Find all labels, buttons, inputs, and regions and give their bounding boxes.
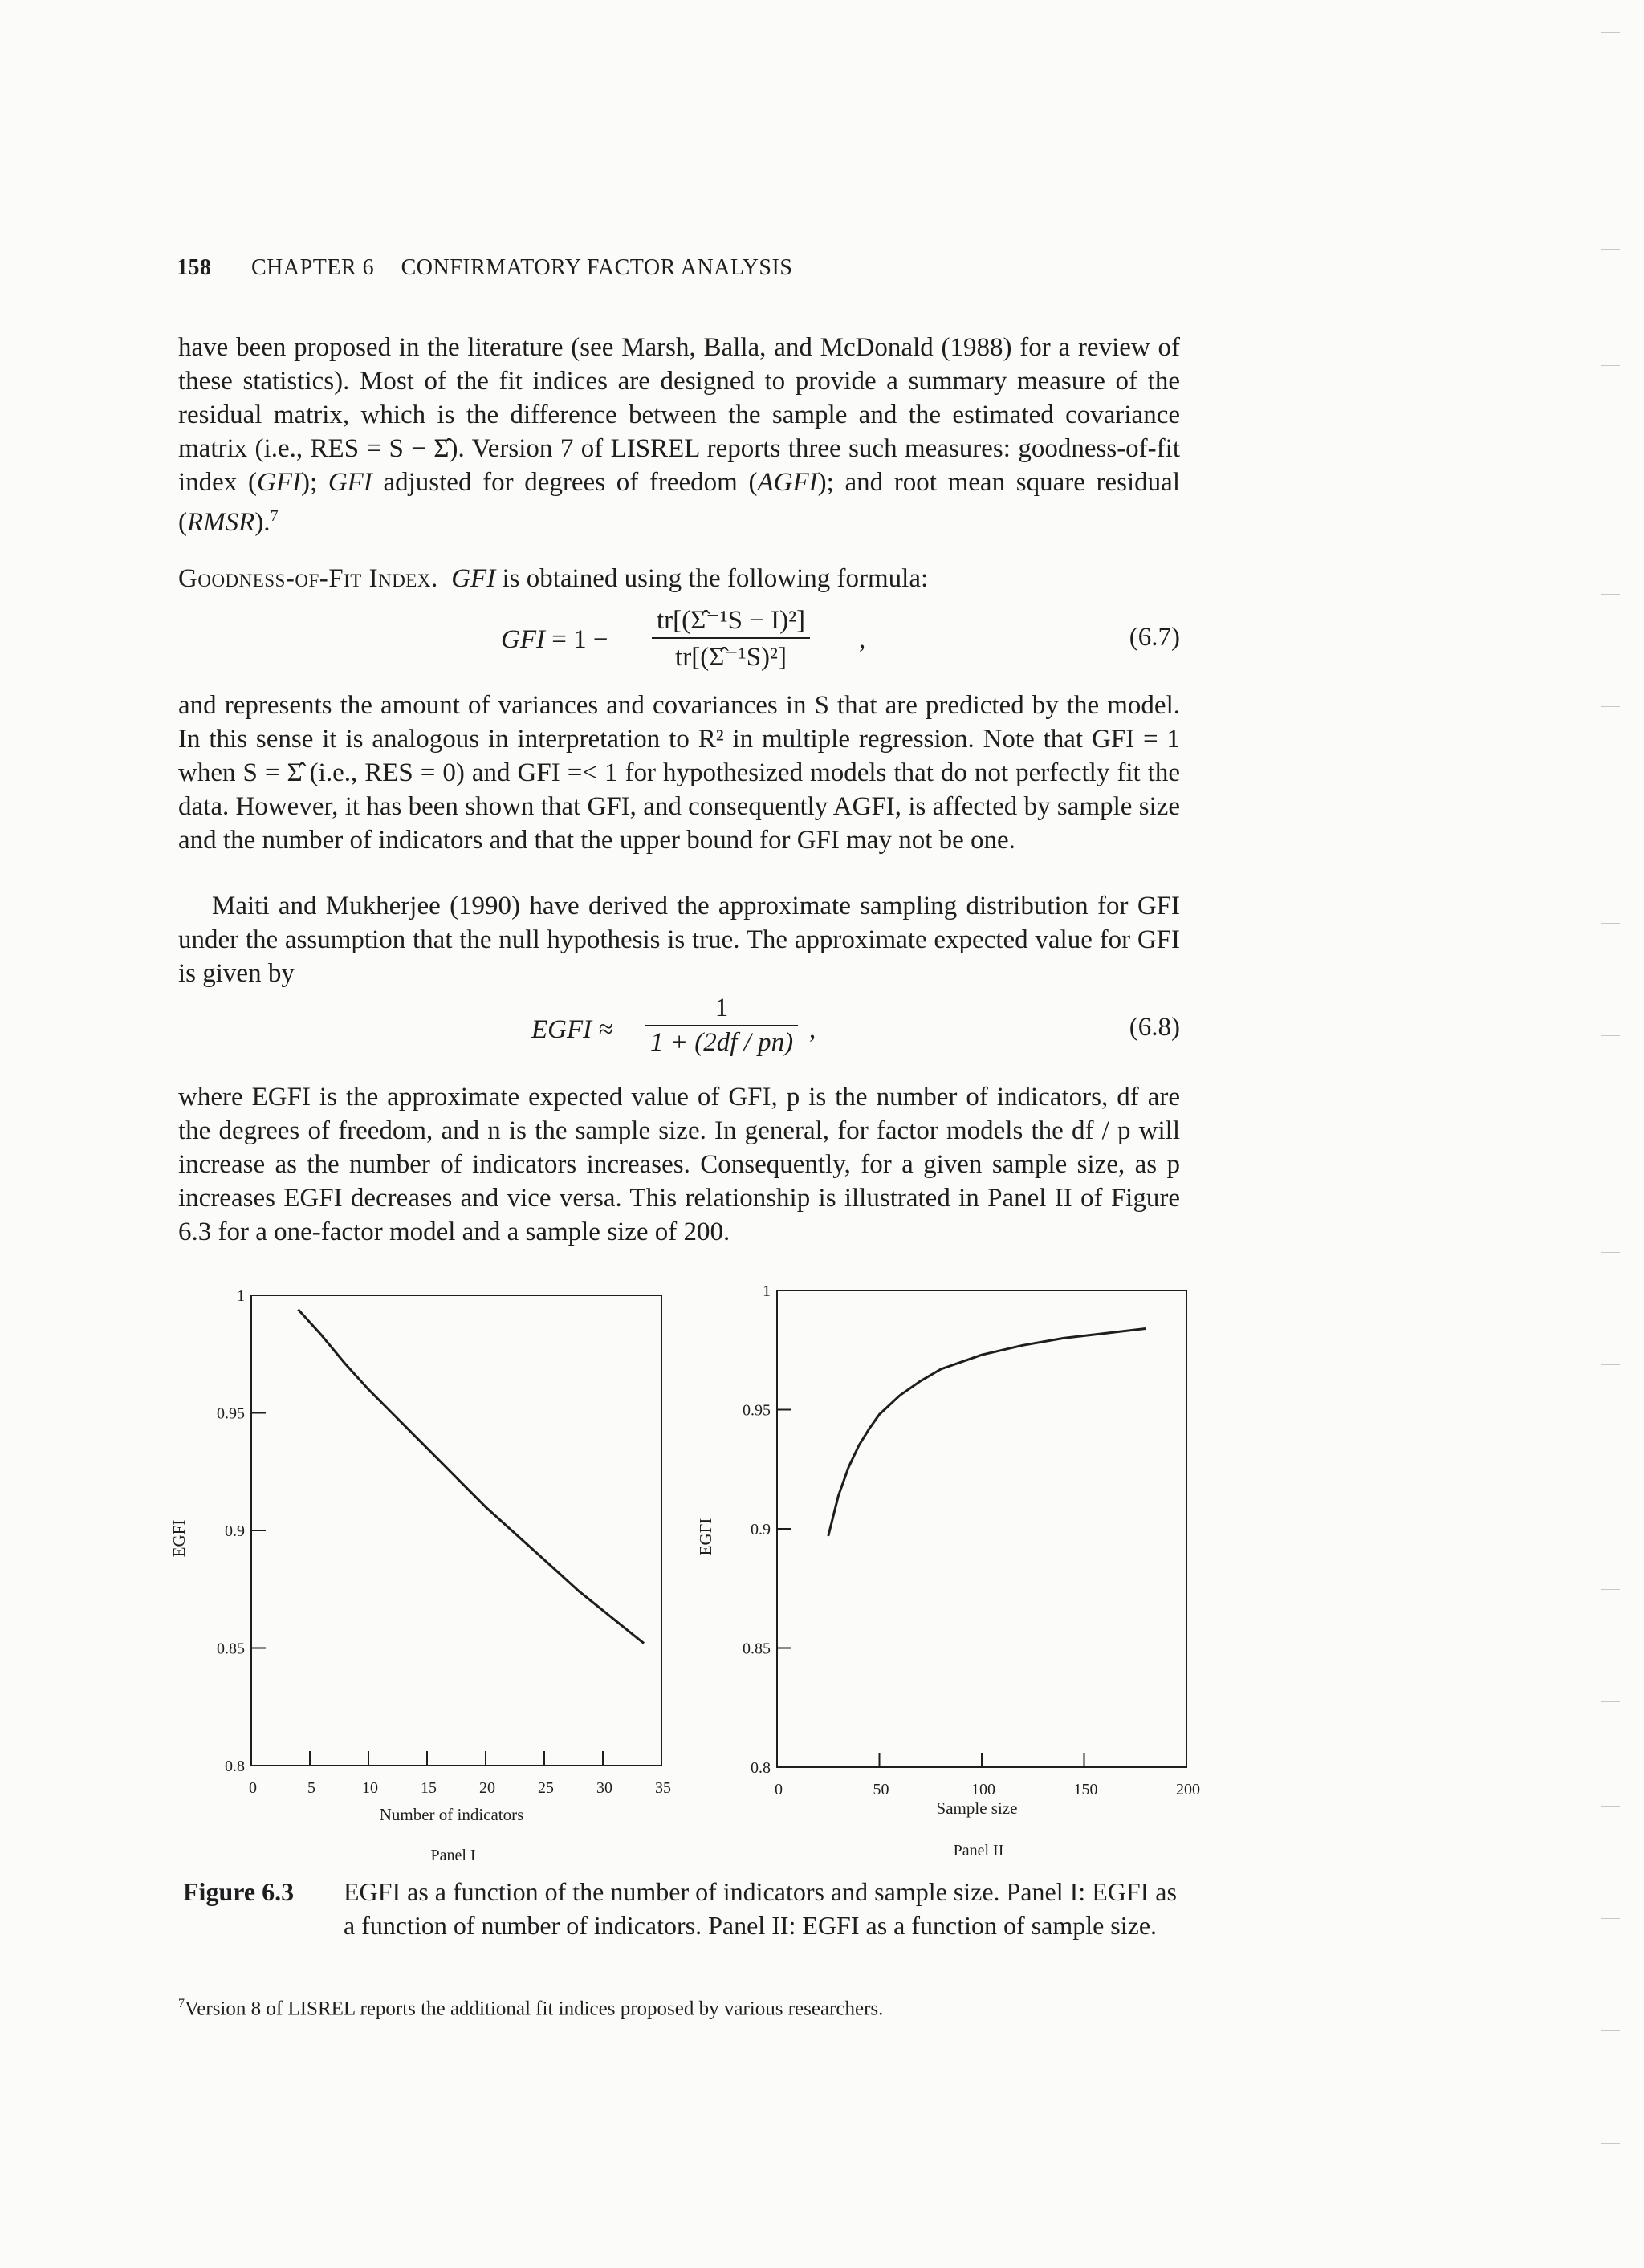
x-tick-label: 150	[1073, 1781, 1098, 1799]
y-tick-label: 1	[237, 1287, 245, 1305]
margin-mark	[1601, 1035, 1620, 1036]
sep: adjusted for degrees of freedom (	[372, 468, 758, 497]
paragraph-4-text: Maiti and Mukherjee (1990) have derived the approximate sampling distribution for GFI under the assumption that the null hypothesis is true. The approximate expected value for GFI is given by	[178, 892, 1180, 988]
y-tick-label: 0.9	[225, 1522, 245, 1540]
margin-mark	[1601, 1252, 1620, 1253]
panel-1-chart	[169, 1287, 671, 1864]
margin-mark	[1601, 706, 1620, 707]
plot-frame	[777, 1290, 1186, 1767]
run-in-heading: Goodness-of-Fit Index.	[178, 564, 438, 593]
margin-mark	[1601, 923, 1620, 924]
sep: );	[300, 468, 328, 497]
margin-mark	[1601, 1918, 1620, 1919]
plot-frame	[251, 1295, 661, 1766]
y-tick-label: 0.85	[743, 1640, 771, 1658]
gfi-term: GFI	[256, 468, 301, 497]
x-tick-label: 30	[596, 1779, 612, 1797]
figure-caption-text: EGFI as a function of the number of indicators and sample size. Panel I: EGFI as a function of number of indicators. Panel II: EGFI as a function of sample size.	[344, 1877, 1177, 1940]
rmsr-term: RMSR	[187, 508, 255, 537]
margin-mark	[1601, 2030, 1620, 2031]
x-tick-label: 10	[362, 1779, 378, 1797]
panel-label: Panel I	[430, 1847, 476, 1864]
footnote	[178, 1997, 883, 2020]
x-tick-label: 35	[655, 1779, 671, 1797]
margin-mark	[1601, 365, 1620, 366]
eq2-numerator: 1	[714, 994, 729, 1022]
y-tick-label: 0.8	[751, 1759, 771, 1777]
y-tick-label: 0.85	[217, 1640, 245, 1658]
gfi-term-3: GFI	[451, 564, 496, 593]
x-tick-label: 20	[479, 1779, 495, 1797]
eq2-comma: ,	[809, 1015, 816, 1044]
eq1-lhs: GFI	[501, 625, 545, 654]
footnote-text: Version 8 of LISREL reports the additional fit indices proposed by various researchers.	[185, 1998, 884, 2020]
eq2-number: (6.8)	[1129, 1013, 1180, 1042]
page-number: 158	[177, 255, 212, 280]
eq2-denominator: 1 + (2df / pn)	[650, 1028, 794, 1057]
paragraph-1-text: have been proposed in the literature (see Marsh, Balla, and McDonald (1988) for a review of these statistics). Most of the fit indices are designed to provide a summary measure of the residual matrix, which is the difference between the sample and the estimated covariance matrix (i.e., RES = S − Σ̂). Version 7 of LISREL reports three such measures: goodness-of-fit index (	[178, 333, 1180, 497]
margin-mark	[1601, 32, 1620, 33]
margin-mark	[1601, 2143, 1620, 2144]
x-tick-label: 15	[421, 1779, 437, 1797]
eq1-numerator: tr[(Σ̂⁻¹S − I)²]	[657, 606, 805, 635]
paragraph-2-text: is obtained using the following formula:	[495, 564, 929, 593]
margin-mark	[1601, 249, 1620, 250]
y-tick-label: 1	[763, 1282, 771, 1300]
eq2-lhs-text: EGFI ≈	[531, 1015, 613, 1044]
y-tick-label: 0.95	[217, 1404, 245, 1423]
y-tick-label: 0.95	[743, 1401, 771, 1420]
eq1-number: (6.7)	[1129, 623, 1180, 652]
egfi-series-line	[828, 1329, 1146, 1536]
margin-mark	[1601, 594, 1620, 595]
panel-2-chart	[696, 1282, 1200, 1860]
y-tick-label: 0.9	[751, 1521, 771, 1538]
agfi-term: AGFI	[757, 468, 818, 497]
x-axis-label: Sample size	[936, 1799, 1018, 1818]
x-tick-label: 200	[1176, 1781, 1200, 1799]
sep: ).	[254, 508, 271, 537]
x-axis-label: Number of indicators	[379, 1805, 524, 1824]
eq1-comma: ,	[859, 625, 866, 654]
x-tick-label: 0	[249, 1779, 257, 1797]
gfi-term-2: GFI	[328, 468, 372, 497]
sep: ); and root mean square residual (	[178, 468, 1180, 537]
y-axis-label: EGFI	[696, 1518, 715, 1556]
footnote-ref: 7	[270, 507, 279, 525]
margin-mark	[1601, 1806, 1620, 1807]
x-tick-label: 5	[307, 1779, 315, 1797]
x-tick-label: 0	[775, 1781, 783, 1799]
chapter-label: CHAPTER 6	[251, 255, 375, 280]
y-tick-label: 0.8	[225, 1758, 245, 1775]
x-tick-label: 100	[971, 1781, 995, 1799]
eq1-op: = 1 −	[544, 625, 608, 654]
footnote-mark: 7	[178, 1997, 185, 2010]
egfi-series-line	[298, 1310, 644, 1644]
paragraph-3-text: and represents the amount of variances and covariances in S that are predicted by the model. In this sense it is analogous in interpretation to R² in multiple regression. Note that GFI = 1 when S = Σ̂ (i.e., RES = 0) and GFI =< 1 for hypothesized models that do not perfectly fit the data. However, it has been shown that GFI, and consequently AGFI, is affected by sample size and the number of indicators and that the upper bound for GFI may not be one.	[178, 691, 1180, 855]
margin-mark	[1601, 1589, 1620, 1590]
chapter-title: CONFIRMATORY FACTOR ANALYSIS	[401, 255, 793, 280]
eq1-denominator: tr[(Σ̂⁻¹S)²]	[675, 643, 787, 672]
panel-label: Panel II	[953, 1842, 1004, 1860]
paragraph-5-text: where EGFI is the approximate expected value of GFI, p is the number of indicators, df are the degrees of freedom, and n is the sample size. In general, for factor models the df / p will increase as the number of indicators increases. Consequently, for a given sample size, as p increases EGFI decreases and vice versa. This relationship is illustrated in Panel II of Figure 6.3 for a one-factor model and a sample size of 200.	[178, 1083, 1180, 1246]
y-axis-label: EGFI	[169, 1519, 189, 1558]
margin-mark	[1601, 1364, 1620, 1365]
x-tick-label: 50	[873, 1781, 889, 1799]
x-tick-label: 25	[538, 1779, 554, 1797]
margin-mark	[1601, 1701, 1620, 1702]
figure-label: Figure 6.3	[183, 1877, 295, 1906]
